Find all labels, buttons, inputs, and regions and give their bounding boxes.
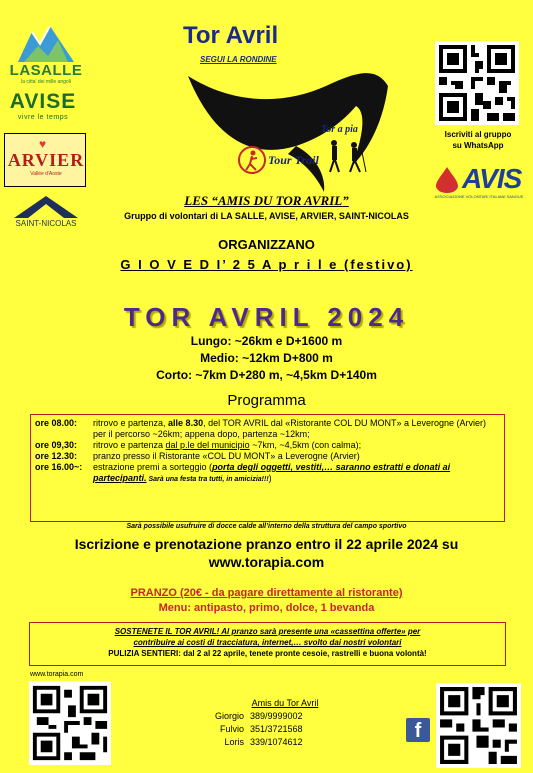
avise-logo: AVISE vivre le temps — [9, 90, 77, 121]
mountain-logo-icon — [18, 22, 74, 62]
contact-row: Loris 339/1074612 — [224, 737, 303, 747]
whatsapp-label: Iscriviti al gruppo su WhatsApp — [444, 130, 512, 150]
event-date: G I O V E D I’ 2 5 A p r i l e (festivo) — [120, 257, 413, 272]
website-link[interactable]: www.torapia.com — [208, 554, 325, 570]
svg-text:Tour Trail: Tour Trail — [268, 153, 319, 167]
runner-icon — [238, 142, 319, 178]
gruppo-text: Gruppo di volontari di LA SALLE, AVISE, ARVIER, SAINT-NICOLAS — [124, 211, 409, 221]
pranzo-info: PRANZO (20€ - da pagare direttamente al ristorante) Menu: antipasto, primo, dolce, 1 bevanda — [130, 587, 403, 614]
contact-row: Giorgio 389/9999002 — [214, 711, 303, 721]
avis-logo: AVIS ASSOCIAZIONE VOLONTARI ITALIANI SANGUE — [434, 163, 524, 199]
distance-medio: Medio: ~12km D+800 m — [200, 351, 333, 365]
blood-drop-icon — [436, 167, 458, 193]
distance-lungo: Lungo: ~26km e D+1600 m — [190, 334, 343, 348]
lasalle-logo: LASALLE la citta' dei mille angoli — [8, 22, 84, 84]
list-item: ore 09,30: ritrovo e partenza dal p.le del municipio ~7km, ~4,5km (con calma); — [35, 440, 362, 450]
tour-trail-logo — [238, 142, 319, 178]
footer-url[interactable]: www.torapia.com — [30, 671, 84, 678]
website-qr-code-icon[interactable] — [29, 681, 111, 765]
contact-row: Fulvio 351/3721568 — [219, 724, 303, 734]
whatsapp-qr-code-icon[interactable] — [435, 41, 519, 125]
distance-corto: Corto: ~7km D+280 m, ~4,5km D+140m — [156, 368, 377, 382]
hikers-icon — [322, 138, 372, 174]
programma-box — [30, 414, 505, 522]
slogan: SEGUI LA RONDINE — [200, 55, 277, 64]
sostenete-box: SOSTENETE IL TOR AVRIL! Al pranzo sarà presente una «cassettina offerte» per contribuire ai costi di tracciatura, internet,… svolto dai nostri volontari PULIZIA SENTIERI: dal 2 al 22 aprile, tenete pronte cesoie, rastrelli e buona volontà! — [29, 622, 506, 666]
organizzano-text: ORGANIZZANO — [218, 237, 315, 252]
programma-heading: Programma — [227, 392, 306, 409]
list-item: ore 08.00: ritrovo e partenza, alle 8.30, del TOR AVRIL dal «Ristorante COL DU MONT» a Leverogne (Arvier) per il percorso ~26km; appena dopo, partenza ~12km; — [35, 418, 487, 439]
iscrizione-text: Iscrizione e prenotazione pranzo entro il 22 aprile 2024 su www.torapia.com — [0, 535, 533, 571]
facebook-qr-code-icon[interactable] — [436, 683, 521, 768]
tor-a-pia-logo: Tor a pia — [321, 124, 358, 135]
saint-nicolas-logo: SAINT-NICOLAS — [8, 194, 84, 232]
event-title: TOR AVRIL 2024 — [123, 302, 410, 332]
tor-avril-title: Tor Avril — [183, 22, 279, 49]
contacts-block: Amis du Tor Avril Giorgio 389/9999002 Fulvio 351/3721568 Loris 339/1074612 — [210, 697, 360, 749]
les-amis-heading: LES “AMIS DU TOR AVRIL” — [184, 193, 349, 208]
arvier-logo: ♥ ARVIER Vallée d'Aoste — [4, 133, 86, 187]
facebook-icon[interactable]: f — [406, 718, 430, 742]
heart-icon: ♥ — [39, 137, 47, 151]
docce-note: Sarà possibile usufruire di docce calde all’interno della struttura del campo sportivo — [126, 523, 407, 530]
list-item: ore 16.00~: estrazione premi a sorteggio (porta degli oggetti, vestiti,… saranno estratti e donati ai partecipanti. Sarà una festa tra tutti, in amicizia!!!) — [35, 462, 451, 483]
list-item: ore 12.30: pranzo presso il Ristorante «COL DU MONT» a Leverogne (Arvier) — [35, 451, 360, 461]
